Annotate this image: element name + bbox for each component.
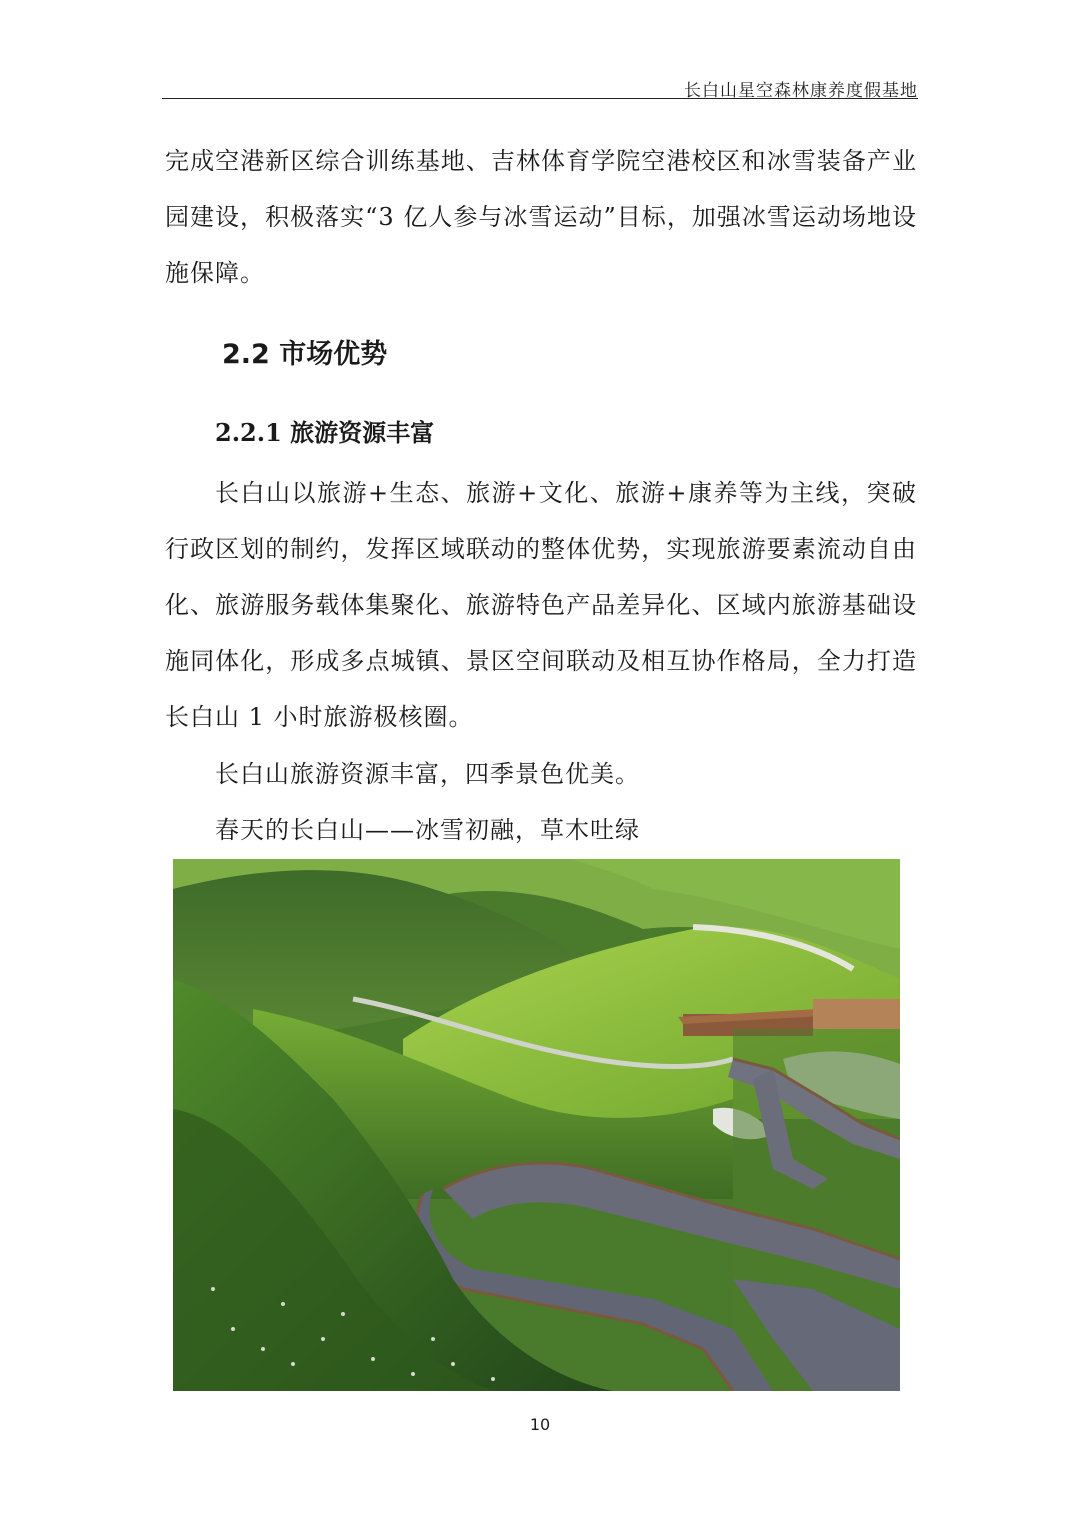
paragraph-intro: 完成空港新区综合训练基地、吉林体育学院空港校区和冰雪装备产业园建设，积极落实“3 亿人参与冰雪运动”目标，加强冰雪运动场地设施保障。	[165, 147, 917, 287]
paragraph-resources: 长白山旅游资源丰富，四季景色优美。	[215, 760, 640, 788]
subsection-heading: 2.2.1 旅游资源丰富	[215, 418, 435, 447]
changbai-spring-photo	[173, 859, 900, 1391]
paragraph-spring: 春天的长白山——冰雪初融，草木吐绿	[215, 816, 640, 844]
header-rule	[162, 98, 918, 99]
page-number: 10	[529, 1415, 551, 1434]
section-heading: 2.2 市场优势	[222, 339, 388, 370]
header-title: 长白山星空森林康养度假基地	[684, 81, 918, 101]
paragraph-tourism: 长白山以旅游+生态、旅游+文化、旅游+康养等为主线，突破行政区划的制约，发挥区域联动的整体优势，实现旅游要素流动自由化、旅游服务载体集聚化、旅游特色产品差异化、区域内旅游基础设施同体化，形成多点城镇、景区空间联动及相互协作格局，全力打造长白山 1 小时旅游极核圈。	[165, 479, 917, 731]
